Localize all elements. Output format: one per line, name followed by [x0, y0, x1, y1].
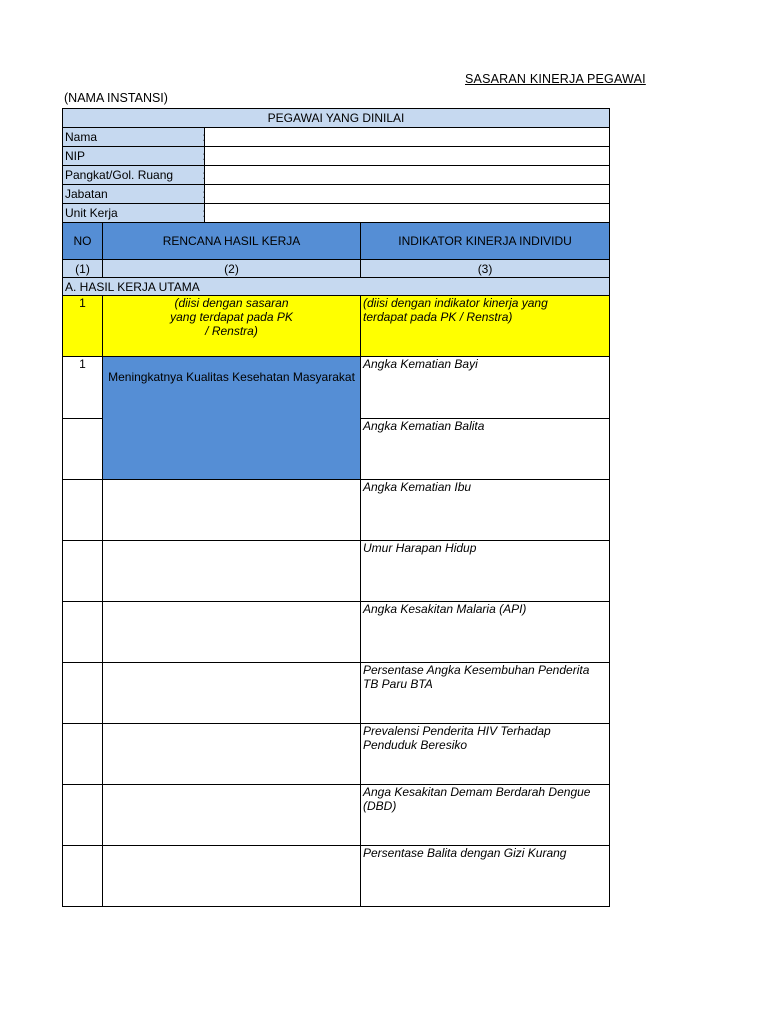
indicator-cell: Angka Kematian Ibu	[361, 480, 610, 541]
field-row-nama	[63, 128, 610, 147]
pangkat-field[interactable]	[205, 166, 610, 185]
indicator-cell: Umur Harapan Hidup	[361, 541, 610, 602]
field-colon: :	[201, 204, 205, 223]
field-label: Unit Kerja	[63, 204, 201, 223]
field-label: Jabatan	[63, 185, 201, 204]
col-index-rencana: (2)	[103, 260, 361, 278]
table-row	[63, 846, 610, 907]
rencana-cell	[103, 357, 361, 480]
col-header-indikator: INDIKATOR KINERJA INDIVIDU	[361, 223, 610, 260]
field-label: Nama	[63, 128, 201, 147]
field-colon: :	[201, 166, 205, 185]
row-no-empty	[63, 785, 103, 846]
row-no-empty	[63, 602, 103, 663]
example-no: 1	[63, 296, 103, 357]
table-row	[63, 663, 610, 724]
rencana-empty	[103, 663, 361, 724]
unit-kerja-field[interactable]	[205, 204, 610, 223]
indicator-cell: Prevalensi Penderita HIV Terhadap Penduduk Beresiko	[361, 724, 610, 785]
field-colon: :	[201, 147, 205, 166]
skp-table	[62, 108, 610, 907]
table-row	[63, 602, 610, 663]
indicator-cell: Persentase Balita dengan Gizi Kurang	[361, 846, 610, 907]
rencana-empty	[103, 480, 361, 541]
nama-field[interactable]	[205, 128, 610, 147]
field-row-unit-kerja	[63, 204, 610, 223]
field-colon: :	[201, 185, 205, 204]
col-header-rencana: RENCANA HASIL KERJA	[103, 223, 361, 260]
field-row-nip	[63, 147, 610, 166]
col-index-indikator: (3)	[361, 260, 610, 278]
section-a-title: A. HASIL KERJA UTAMA	[63, 278, 610, 296]
field-label: NIP	[63, 147, 201, 166]
rencana-empty	[103, 541, 361, 602]
row-no-empty	[63, 724, 103, 785]
field-row-pangkat	[63, 166, 610, 185]
row-no: 1	[63, 357, 103, 419]
nip-field[interactable]	[205, 147, 610, 166]
indicator-cell: Angka Kematian Balita	[361, 418, 610, 480]
row-no-empty	[63, 480, 103, 541]
table-row	[63, 480, 610, 541]
indicator-cell: Angka Kematian Bayi	[361, 357, 610, 419]
col-index-no: (1)	[63, 260, 103, 278]
indicator-cell: Angka Kesakitan Malaria (API)	[361, 602, 610, 663]
table-row	[63, 785, 610, 846]
field-row-jabatan	[63, 185, 610, 204]
example-rencana: (diisi dengan sasaran yang terdapat pada PK / Renstra)	[103, 296, 361, 357]
rencana-empty	[103, 785, 361, 846]
rencana-empty	[103, 846, 361, 907]
pegawai-section-title: PEGAWAI YANG DINILAI	[63, 109, 610, 128]
col-header-no: NO	[63, 223, 103, 260]
indicator-cell: Persentase Angka Kesembuhan Penderita TB Paru BTA	[361, 663, 610, 724]
document-title: SASARAN KINERJA PEGAWAI	[465, 72, 646, 86]
field-colon: :	[201, 128, 205, 147]
row-no-empty	[63, 418, 103, 480]
row-no-empty	[63, 541, 103, 602]
rencana-empty	[103, 724, 361, 785]
table-row	[63, 541, 610, 602]
example-row	[63, 296, 610, 357]
jabatan-field[interactable]	[205, 185, 610, 204]
row-no-empty	[63, 846, 103, 907]
field-label: Pangkat/Gol. Ruang	[63, 166, 201, 185]
example-indikator: (diisi dengan indikator kinerja yang terdapat pada PK / Renstra)	[361, 296, 610, 357]
indicator-cell: Anga Kesakitan Demam Berdarah Dengue (DBD)	[361, 785, 610, 846]
row-no-empty	[63, 663, 103, 724]
table-row	[63, 724, 610, 785]
rencana-text: Meningkatnya Kualitas Kesehatan Masyarakat	[108, 370, 355, 384]
table-row	[63, 357, 610, 419]
rencana-empty	[103, 602, 361, 663]
instansi-label: (NAMA INSTANSI)	[64, 91, 168, 105]
